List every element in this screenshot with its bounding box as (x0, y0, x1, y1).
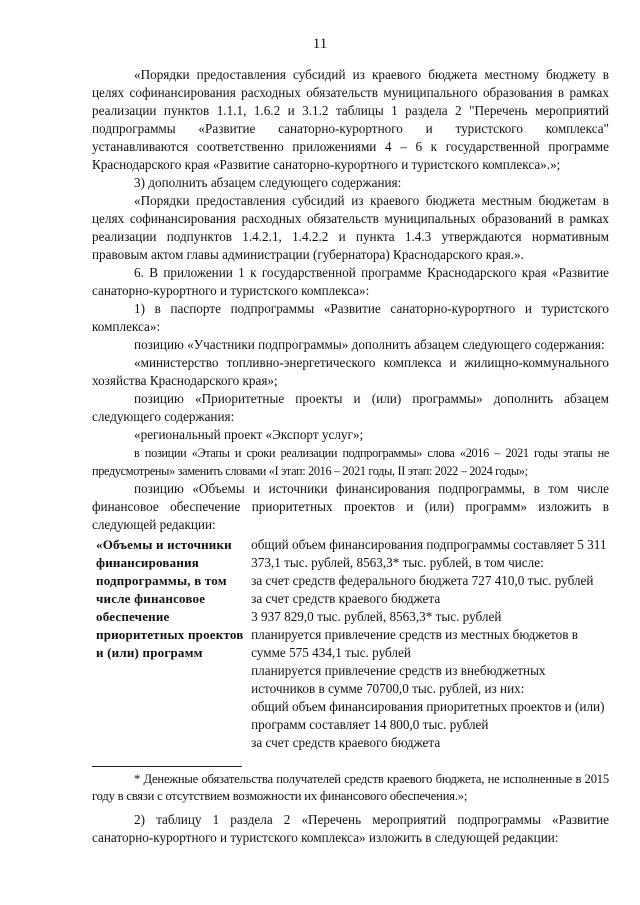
paragraph-passport: 1) в паспорте подпрограммы «Развитие санаторно-курортного и туристского комплекса»: (92, 301, 609, 334)
financing-regional-amount: 3 937 829,0 тыс. рублей, 8563,3* тыс. рублей (251, 609, 502, 624)
paragraph-priority-projects: позицию «Приоритетные проекты и (или) программы» дополнить абзацем следующего содержания: (92, 391, 609, 424)
footnote-divider (92, 766, 242, 767)
paragraph-add-clause: 3) дополнить абзацем следующего содержания: (134, 175, 402, 190)
financing-total: общий объем финансирования подпрограммы составляет 5 311 373,1 тыс. рублей, 8563,3* тыс. рублей, в том числе: (251, 537, 607, 570)
financing-table-header: «Объемы и источники финансирования подпрограммы, в том числе финансовое обеспечение приоритетных проектов и (или) программ (96, 537, 244, 660)
financing-federal: за счет средств федерального бюджета 727 410,0 тыс. рублей (251, 573, 594, 588)
paragraph-procedures-multiple: «Порядки предоставления субсидий из краевого бюджета местным бюджетам в целях софинансирования расходных обязательств муниципальных образований в рамках реализации подпунктов 1.4.2.1, 1.4.2.2 и пункта 1.4.3 утверждаются нормативным правовым актом главы администрации (губернатора) Краснодарского края.». (92, 193, 609, 262)
page-number: 11 (312, 36, 328, 52)
financing-extrabudgetary: планируется привлечение средств из внебюджетных источников в сумме 70700,0 тыс. рублей, из них: (251, 663, 546, 696)
financing-priority-total: общий объем финансирования приоритетных проектов и (или) программ составляет 14 800,0 тыс. рублей (251, 699, 605, 732)
financing-regional-label: за счет средств краевого бюджета (251, 591, 441, 606)
financing-priority-source: за счет средств краевого бюджета (251, 735, 441, 750)
financing-table (92, 536, 609, 752)
financing-table-values (245, 536, 609, 752)
document-body (92, 66, 609, 847)
paragraph-table-1: 2) таблицу 1 раздела 2 «Перечень мероприятий подпрограммы «Развитие санаторно-курортного и туристского комплекса» изложить в следующей редакции: (92, 812, 609, 845)
paragraph-ministry: «министерство топливно-энергетического комплекса и жилищно-коммунального хозяйства Краснодарского края»; (92, 355, 609, 388)
paragraph-stages: в позиции «Этапы и сроки реализации подпрограммы» слова «2016 – 2021 годы этапы не предусмотрены» заменить словами «I этап: 2016 – 2021 годы, II этап: 2022 – 2024 годы»; (92, 446, 609, 478)
financing-local: планируется привлечение средств из местных бюджетов в сумме 575 434,1 тыс. рублей (251, 627, 578, 660)
paragraph-appendix-1: 6. В приложении 1 к государственной программе Краснодарского края «Развитие санаторно-курортного и туристского комплекса»: (92, 265, 609, 298)
paragraph-participants: позицию «Участники подпрограммы» дополнить абзацем следующего содержания: (134, 337, 605, 352)
paragraph-regional-project: «региональный проект «Экспорт услуг»; (134, 427, 364, 442)
paragraph-volumes: позицию «Объемы и источники финансирования подпрограммы, в том числе финансовое обеспечение приоритетных проектов и (или) программ» изложить в следующей редакции: (92, 481, 609, 532)
footnote: * Денежные обязательства получателей средств краевого бюджета, не исполненные в 2015 году в связи с отсутствием возможности их финансового обеспечения.»; (92, 772, 609, 803)
paragraph-procedures-single: «Порядки предоставления субсидий из краевого бюджета местному бюджету в целях софинансирования расходных обязательств муниципального образования в рамках реализации пунктов 1.1.1, 1.6.2 и 3.1.2 таблицы 1 раздела 2 "Перечень мероприятий подпрограммы «Развитие санаторно-курортного и туристского комплекса" устанавливаются соответственно приложениями 4 – 6 к государственной программе Краснодарского края «Развитие санаторно-курортного и туристского комплекса».»; (92, 67, 609, 172)
